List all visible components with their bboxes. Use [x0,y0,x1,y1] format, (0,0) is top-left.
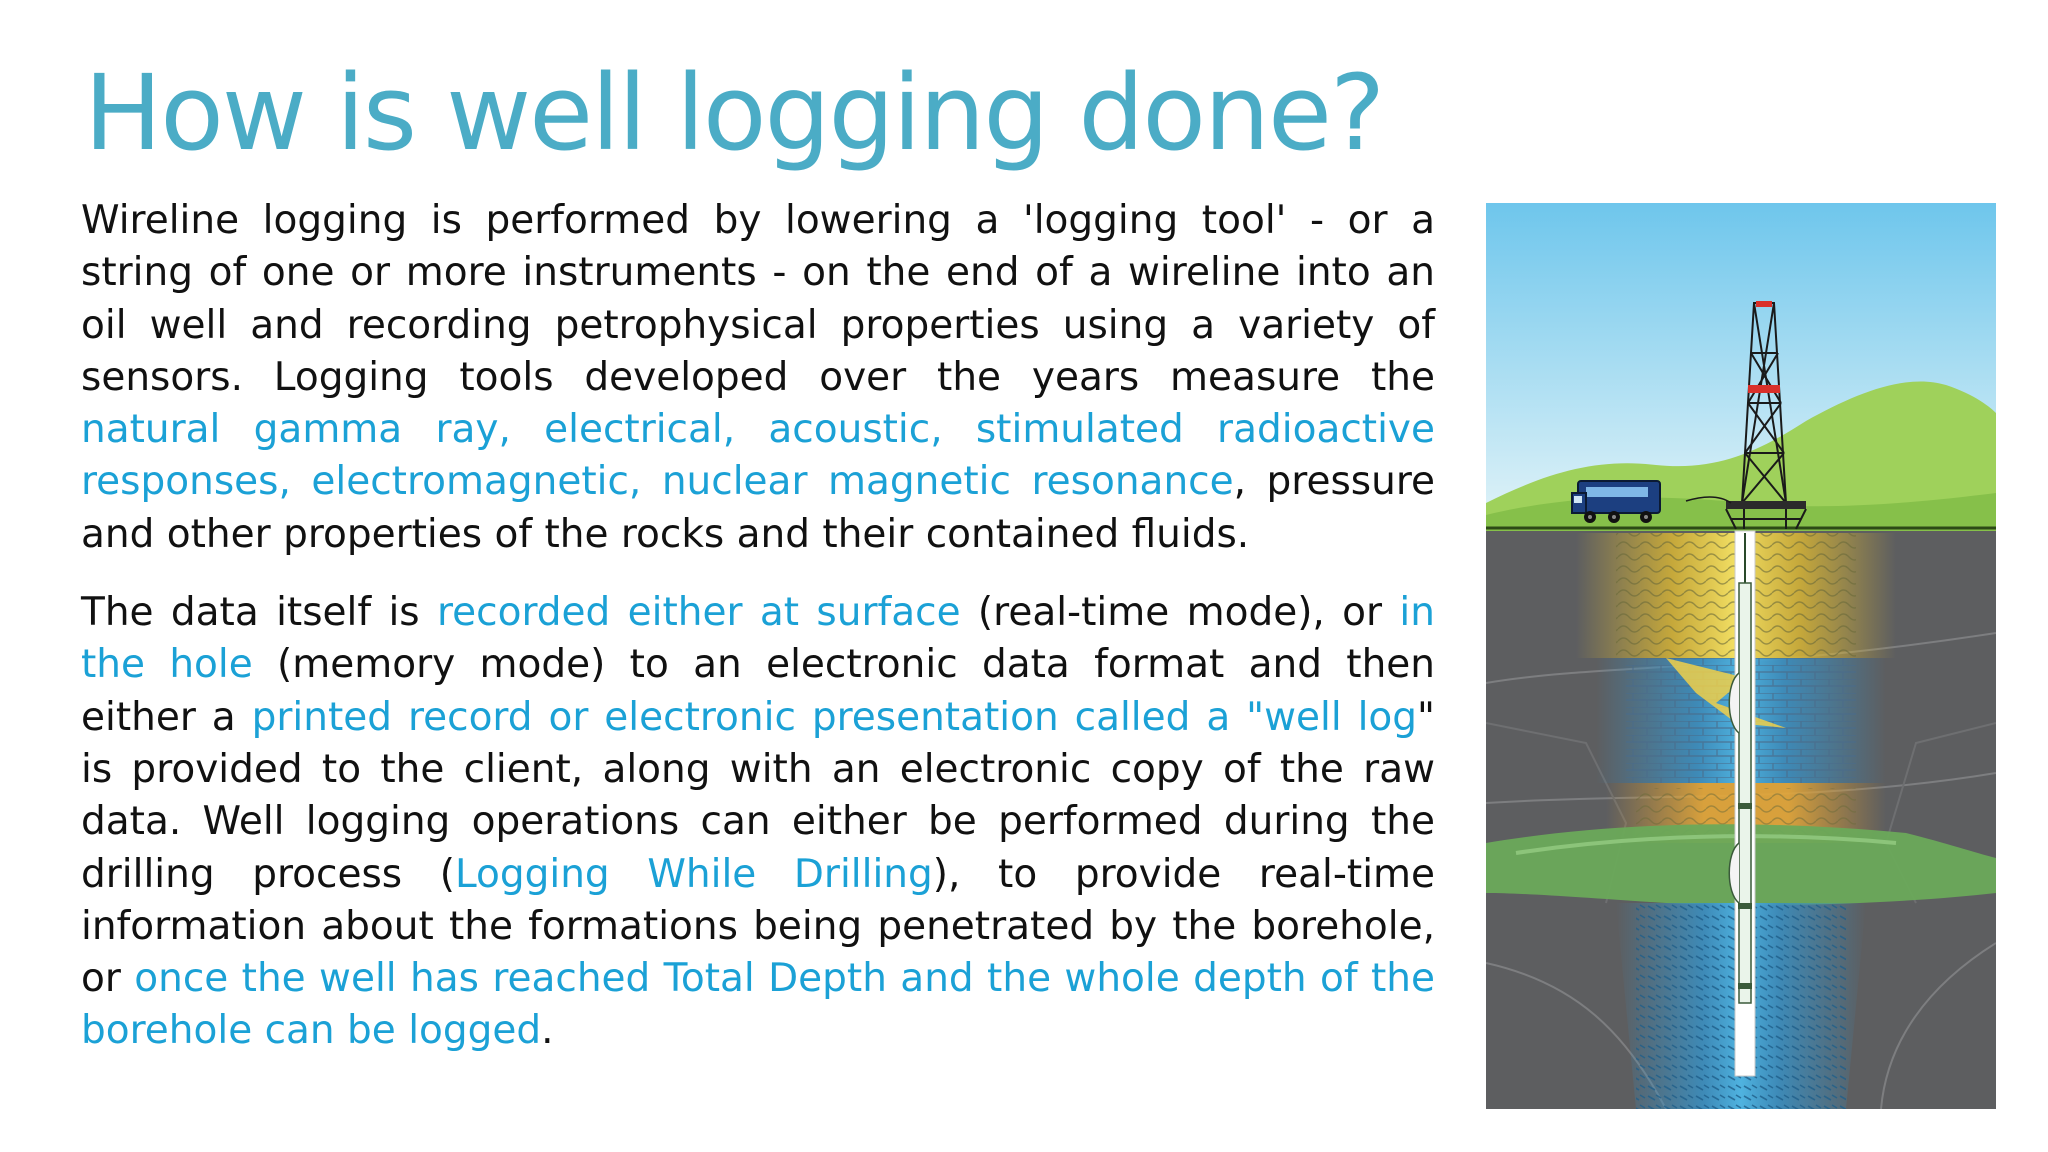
link-logging-while-drilling[interactable]: Logging While Drilling [454,851,933,897]
link-total-depth[interactable]: once the well has reached Total Depth and the whole depth of the borehole can be logged [81,956,1435,1054]
paragraph-text: . [541,1008,554,1054]
paragraph-text: ), to provide real-time information about the formations being penetrated by the borehole, or [81,851,1436,1002]
link-sensor-types[interactable]: natural gamma ray, electrical, acoustic, stimulated radioactive responses, electromagnetic, nuclear magnetic resonance [81,407,1435,505]
slide-body [81,195,1435,1058]
paragraph-text: The data itself is [81,590,437,636]
paragraph-text: , pressure and other properties of the rocks and their contained fluids. [81,459,1435,557]
slide-title: How is well logging done? [84,52,1384,174]
paragraph-wireline-logging [81,195,1435,561]
link-well-log[interactable]: printed record or electronic presentation called a "well log [251,694,1418,740]
link-recorded-at-surface[interactable]: recorded either at surface [436,590,961,636]
paragraph-data-recording [81,587,1435,1058]
paragraph-text: (real-time mode), or [960,590,1400,636]
paragraph-text: (memory mode) to an electronic data format and then either a [81,642,1435,740]
paragraph-text: " is provided to the client, along with an electronic copy of the raw data. Well logging operations can either be performed during the drilling process ( [81,694,1435,897]
paragraph-text: Wireline logging is performed by lowering a 'logging tool' - or a string of one or more instruments - on the end of a wireline into an oil well and recording petrophysical properties using a variety of sensors. Logging tools developed over the years measure the [81,198,1435,400]
well-logging-rig-illustration [1486,203,1996,1109]
link-in-the-hole[interactable]: in the hole [81,590,1435,688]
